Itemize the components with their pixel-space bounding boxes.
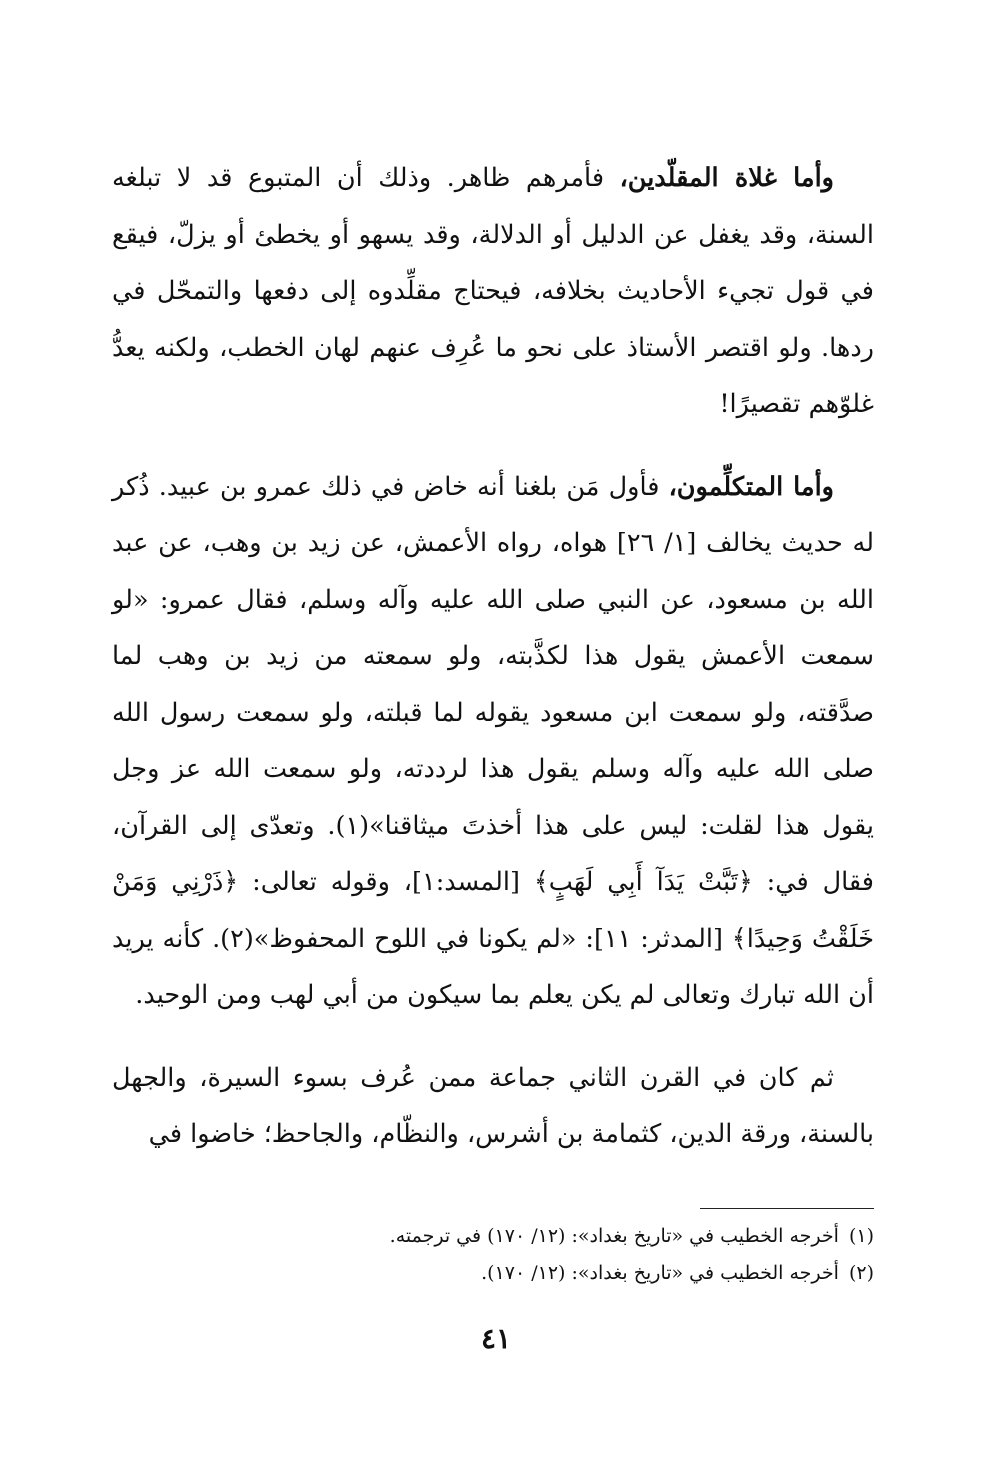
paragraph-mutakallimun [112, 459, 874, 1024]
footnote-number: (١) [848, 1225, 874, 1247]
footnote-text: أخرجه الخطيب في «تاريخ بغداد»: (١٢/ ١٧٠). [481, 1262, 839, 1284]
footnote-2 [112, 1255, 874, 1292]
main-text [112, 150, 874, 1189]
page-number: ٤١ [480, 1322, 512, 1355]
paragraph-body: فأمرهم ظاهر. وذلك أن المتبوع قد لا تبلغه السنة، وقد يغفل عن الدليل أو الدلالة، وقد يسهو أو يخطئ أو يزلّ، فيقع في قول تجيء الأحاديث بخلافه، فيحتاج مقلِّدوه إلى دفعها والتمحّل في ردها. ولو اقتصر الأستاذ على نحو ما عُرِف عنهم لهان الخطب، ولكنه يعدُّ غلوّهم تقصيرًا! [112, 163, 874, 419]
footnote-number: (٢) [848, 1262, 874, 1284]
footnote-text: أخرجه الخطيب في «تاريخ بغداد»: (١٢/ ١٧٠) في ترجمته. [389, 1225, 839, 1247]
paragraph-muqallidin [112, 150, 874, 433]
paragraph-lead: وأما غلاة المقلّدين، [619, 163, 834, 193]
paragraph-body: ثم كان في القرن الثاني جماعة ممن عُرف بسوء السيرة، والجهل بالسنة، ورقة الدين، كثمامة بن أشرس، والنظّام، والجاحظ؛ خاضوا في [112, 1062, 874, 1149]
paragraph-second-century [112, 1050, 874, 1163]
paragraph-lead: وأما المتكلِّمون، [668, 471, 834, 502]
paragraph-body: فأول مَن بلغنا أنه خاض في ذلك عمرو بن عبيد. ذُكر له حديث يخالف [١/ ٢٦] هواه، رواه الأعمش، عن زيد بن وهب، عن عبد الله بن مسعود، عن النبي صلى الله عليه وآله وسلم، فقال عمرو: «لو سمعت الأعمش يقول هذا لكذَّبته، ولو سمعته من زيد بن وهب لما صدَّقته، ولو سمعت ابن مسعود يقوله لما قبلته، ولو سمعت رسول الله صلى الله عليه وآله وسلم يقول هذا لرددته، ولو سمعت الله عز وجل يقول هذا لقلت: ليس على هذا أخذتَ ميثاقنا»(١). وتعدّى إلى القرآن، فقال في: ﴿تَبَّتْ يَدَآ أَبِي لَهَبٍ﴾ [المسد:١]، وقوله تعالى: ﴿ذَرْنِي وَمَنْ خَلَقْتُ وَحِيدًا﴾ [المدثر: ١١]: «لم يكونا في اللوح المحفوظ»(٢). كأنه يريد أن الله تبارك وتعالى لم يكن يعلم بما سيكون من أبي لهب ومن الوحيد. [112, 471, 875, 1010]
footnotes [112, 1218, 874, 1292]
footnote-divider [700, 1208, 874, 1209]
footnote-1 [112, 1218, 874, 1255]
